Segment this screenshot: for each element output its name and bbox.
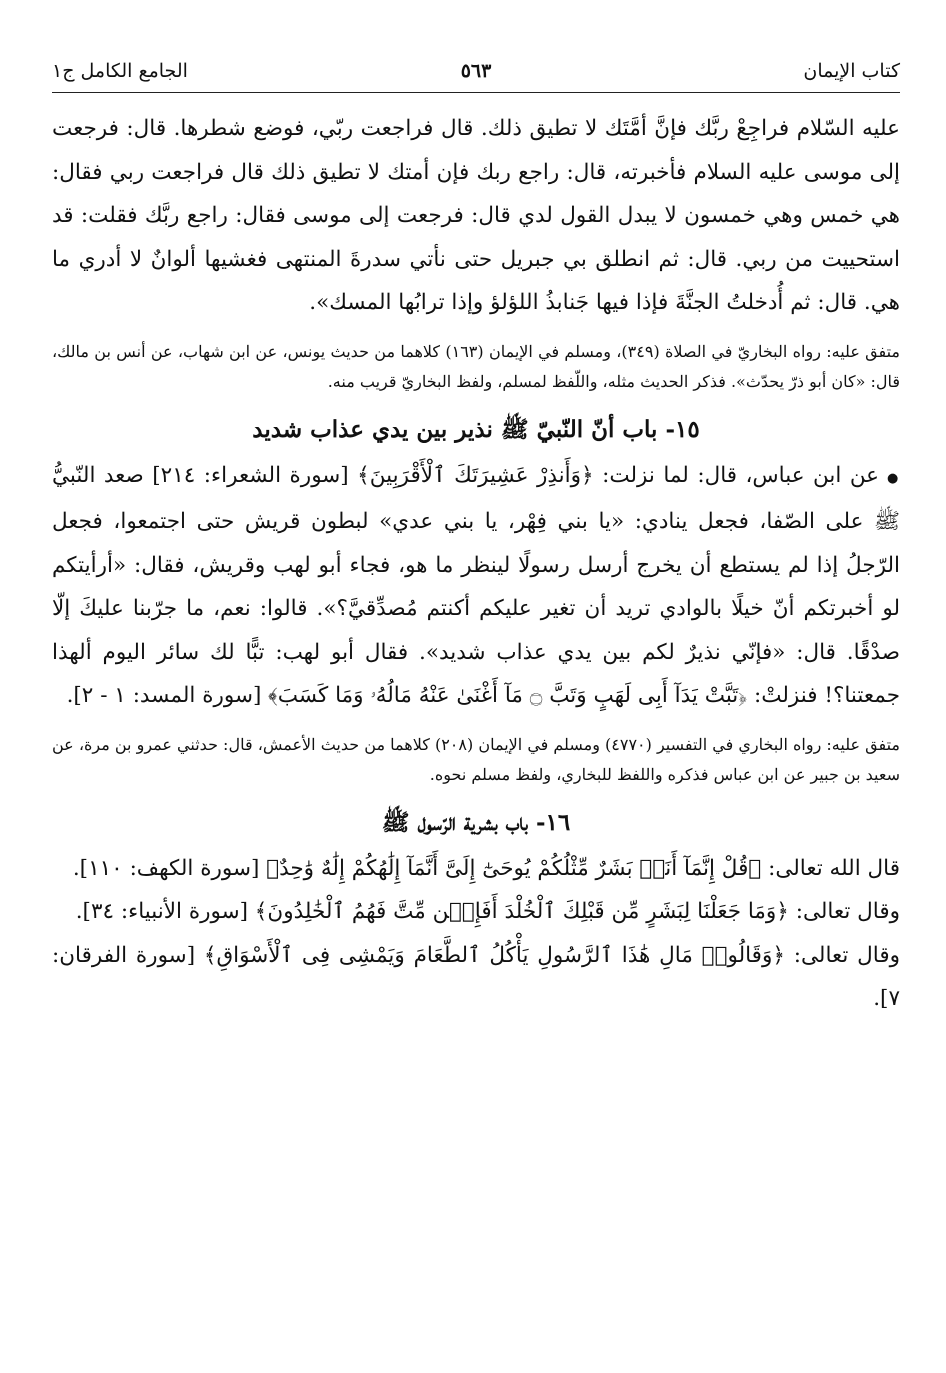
- page-number: ٥٦٣: [460, 60, 492, 82]
- hadith-source-note-2: متفق عليه: رواه البخاري في التفسير (٤٧٧٠) ومسلم في الإيمان (٢٠٨) كلاهما من حديث الأعمش، قال: حدثني عمرو بن مرة، عن سعيد بن جبير عن ابن عباس فذكره واللفظ للبخاري، ولفظ مسلم نحوه.: [52, 734, 900, 784]
- bullet-icon: ●: [887, 470, 900, 486]
- hadith-text-paragraph: عليه السّلام فراجِعْ ربَّك فإنَّ أمَّتَك لا تطيق ذلك. قال فراجعت ربّي، فوضع شطرها. قال: فرجعت إلى موسى عليه السلام فأخبرته، قال: راجع ربك فإن أمتك لا تطيق ذلك قال فراجعت ربي فقال: هي خمس وهي خمسون لا يبدل القول لدي قال: فرجعت إلى موسى فقال: راجع ربَّك فقلت: قد استحييت من ربي. قال: ثم انطلق بي جبريل حتى نأتي سدرةَ المنتهى فغشيها ألوانٌ لا أدري ما هي. قال: ثم أُدخلتُ الجنَّةَ فإذا فيها جَنابذُ اللؤلؤ وإذا ترابُها المسك».: [52, 116, 900, 315]
- section-heading-15: ١٥- باب أنّ النّبيّ ﷺ نذير بين يدي عذاب شديد: [252, 415, 700, 443]
- book-title: الجامع الكامل ج١: [52, 60, 188, 82]
- chapter-title: كتاب الإيمان: [803, 60, 900, 82]
- quran-verse-3: وقال تعالى: ﴿وَقَالُوا۟ مَالِ هَٰذَا ٱلرَّسُولِ يَأْكُلُ ٱلطَّعَامَ وَيَمْشِى فِى ٱلْأَسْوَاقِ﴾ [سورة الفرقان: ٧].: [52, 942, 900, 1011]
- page-header: [52, 52, 900, 93]
- quran-verse-1: قال الله تعالى: ﴿قُلْ إِنَّمَآ أَنَا۠ بَشَرٌ مِّثْلُكُمْ يُوحَىٰٓ إِلَىَّ أَنَّمَآ إِلَٰهُكُمْ إِلَٰهٌ وَٰحِدٌ﴾ [سورة الكهف: ١١٠].: [72, 855, 900, 881]
- book-page: [52, 52, 900, 1322]
- hadith-text-paragraph-2: [52, 454, 900, 718]
- quran-verse-2: وقال تعالى: ﴿وَمَا جَعَلْنَا لِبَشَرٍ مِّن قَبْلِكَ ٱلْخُلْدَ أَفَإِي۟ن مِّتَّ فَهُمُ ٱلْخَٰلِدُونَ﴾ [سورة الأنبياء: ٣٤].: [75, 899, 900, 924]
- section-heading-16: ١٦- باب بشرية الرّسول ﷺ: [381, 808, 571, 836]
- hadith-body: عن ابن عباس، قال: لما نزلت: ﴿وَأَنذِرْ عَشِيرَتَكَ ٱلْأَقْرَبِينَ﴾ [سورة الشعراء: ٢١٤] صعد النّبيُّ ﷺ على الصّفا، فجعل ينادي: «يا بني فِهْر، يا بني عدي» لبطون قريش حتى اجتمعوا، فجعل الرّجلُ إذا لم يستطع أن يخرج أرسل رسولًا لينظر ما هو، فجاء أبو لهب وقريش، فقال: «أرأيتكم لو أخبرتكم أنّ خيلًا بالوادي تريد أن تغير عليكم أكنتم مُصدِّقيَّ؟». قالوا: نعم، ما جرّبنا عليكَ إلّا صدْقًا. قال: «فإنّي نذيرٌ لكم بين يدي عذاب شديد». فقال أبو لهب: تبًّا لك سائر اليوم ألهذا جمعتنا؟! فنزلتْ: ﴿تَبَّتْ يَدَآ أَبِى لَهَبٍ وَتَبَّ ۝ مَآ أَغْنَىٰ عَنْهُ مَالُهُۥ وَمَا كَسَبَ﴾ [سورة المسد: ١ - ٢].: [52, 462, 900, 708]
- hadith-source-note: متفق عليه: رواه البخاريّ في الصلاة (٣٤٩)، ومسلم في الإيمان (١٦٣) كلاهما من حديث يونس، عن ابن شهاب، عن أنس بن مالك، قال: «كان أبو ذرّ يحدّث». فذكر الحديث مثله، واللّفظ لمسلم، ولفظ البخاريّ قريب منه.: [52, 341, 901, 391]
